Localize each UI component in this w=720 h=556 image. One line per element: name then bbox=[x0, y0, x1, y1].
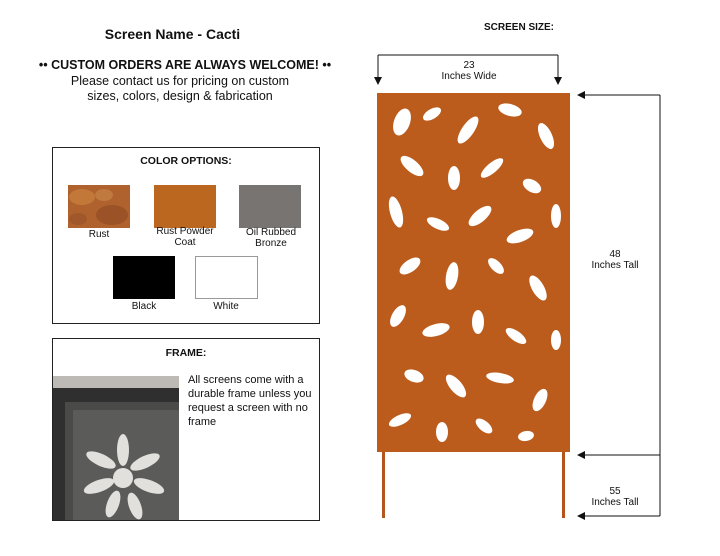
swatch-rust-label: Rust bbox=[88, 229, 110, 240]
frame-heading: FRAME: bbox=[165, 347, 207, 359]
height-unit: Inches Tall bbox=[591, 260, 639, 271]
swatch-white[interactable] bbox=[195, 256, 258, 299]
contact-note bbox=[0, 74, 360, 104]
total-height-label bbox=[580, 486, 650, 508]
swatch-oil-rubbed-bronze[interactable] bbox=[239, 185, 301, 228]
width-label bbox=[414, 60, 524, 82]
color-options-panel bbox=[52, 147, 320, 324]
swatch-black[interactable] bbox=[113, 256, 175, 299]
width-unit: Inches Wide bbox=[441, 71, 497, 82]
swatch-black-label: Black bbox=[131, 301, 157, 312]
swatch-white-label: White bbox=[213, 301, 239, 312]
height-value: 48 bbox=[609, 249, 621, 260]
custom-orders-banner: •• CUSTOM ORDERS ARE ALWAYS WELCOME! •• bbox=[38, 58, 332, 72]
screen-dimension-diagram bbox=[360, 40, 720, 530]
width-value: 23 bbox=[463, 60, 475, 71]
swatch-rust-powder-coat-label: Rust Powder Coat bbox=[156, 226, 214, 248]
frame-photo bbox=[53, 376, 179, 520]
color-options-heading: COLOR OPTIONS: bbox=[140, 155, 232, 167]
rust-texture-icon bbox=[68, 185, 130, 228]
height-label bbox=[580, 249, 650, 271]
screen-size-heading: SCREEN SIZE: bbox=[484, 22, 555, 33]
total-height-unit: Inches Tall bbox=[591, 497, 639, 508]
screen-name-title: Screen Name - Cacti bbox=[104, 26, 241, 42]
total-height-value: 55 bbox=[609, 486, 621, 497]
frame-description: All screens come with a durable frame unless you request a screen with no frame bbox=[188, 374, 312, 428]
contact-line-1: Please contact us for pricing on custom bbox=[70, 74, 290, 88]
frame-corner-image bbox=[53, 376, 179, 520]
swatch-rust-powder-coat[interactable] bbox=[154, 185, 216, 228]
swatch-oil-rubbed-bronze-label: Oil Rubbed Bronze bbox=[245, 227, 297, 249]
powder-coat-texture-icon bbox=[154, 185, 216, 228]
bronze-texture-icon bbox=[239, 185, 301, 228]
frame-panel bbox=[52, 338, 320, 521]
contact-line-2: sizes, colors, design & fabrication bbox=[87, 89, 273, 103]
swatch-rust[interactable] bbox=[68, 185, 130, 228]
